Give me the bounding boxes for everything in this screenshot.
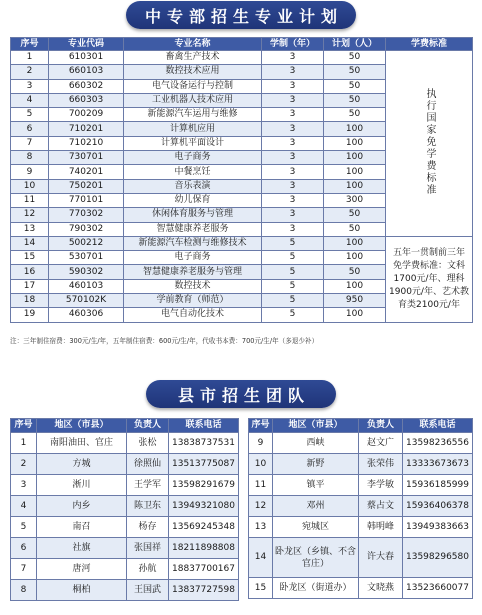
contact-person: 蔡占文 — [359, 496, 403, 517]
duration: 3 — [262, 108, 324, 122]
column-header: 序号 — [11, 38, 49, 51]
contact-person: 张荣伟 — [359, 454, 403, 475]
row-number: 12 — [249, 496, 273, 517]
row-number: 14 — [11, 236, 49, 250]
column-header: 学制（年） — [262, 38, 324, 51]
row-number: 9 — [249, 433, 273, 454]
contact-person: 王国武 — [127, 580, 169, 601]
table-row — [249, 496, 473, 517]
row-number: 1 — [11, 51, 49, 65]
row-number: 3 — [11, 79, 49, 93]
row-number: 5 — [11, 108, 49, 122]
major-name: 智慧健康养老服务与管理 — [124, 265, 262, 279]
row-number: 3 — [11, 475, 37, 496]
quota: 100 — [324, 179, 386, 193]
phone-number: 13949383663 — [403, 517, 473, 538]
table-row — [11, 51, 473, 65]
row-number: 2 — [11, 65, 49, 79]
major-name: 畜禽生产技术 — [124, 51, 262, 65]
row-number: 1 — [11, 433, 37, 454]
quota: 50 — [324, 65, 386, 79]
duration: 3 — [262, 222, 324, 236]
row-number: 7 — [11, 136, 49, 150]
major-name: 电气自动化技术 — [124, 308, 262, 322]
table-row — [11, 454, 239, 475]
row-number: 8 — [11, 580, 37, 601]
major-name: 数控技术 — [124, 279, 262, 293]
major-code: 740201 — [49, 165, 124, 179]
table-row — [11, 475, 239, 496]
duration: 3 — [262, 179, 324, 193]
region: 内乡 — [37, 496, 127, 517]
row-number: 10 — [11, 179, 49, 193]
row-number: 6 — [11, 122, 49, 136]
duration: 3 — [262, 151, 324, 165]
row-number: 14 — [249, 538, 273, 578]
region: 社旗 — [37, 538, 127, 559]
quota: 100 — [324, 308, 386, 322]
major-code: 610301 — [49, 51, 124, 65]
phone-number: 13598291679 — [169, 475, 239, 496]
major-name: 学前教育（师范） — [124, 294, 262, 308]
region: 桐柏 — [37, 580, 127, 601]
table-row — [249, 433, 473, 454]
column-header: 地区（市县） — [37, 419, 127, 433]
duration: 3 — [262, 65, 324, 79]
phone-number: 13523660077 — [403, 578, 473, 599]
region: 南阳油田、官庄 — [37, 433, 127, 454]
row-number: 6 — [11, 538, 37, 559]
major-name: 幼儿保育 — [124, 193, 262, 207]
duration: 3 — [262, 136, 324, 150]
team-header-row — [11, 419, 239, 433]
phone-number: 13513775087 — [169, 454, 239, 475]
major-name: 新能源汽车运用与维修 — [124, 108, 262, 122]
region: 唐河 — [37, 559, 127, 580]
contact-person: 许大春 — [359, 538, 403, 578]
region: 卧龙区（街道办） — [273, 578, 359, 599]
major-name: 数控技术应用 — [124, 65, 262, 79]
contact-person: 王学军 — [127, 475, 169, 496]
table-row — [249, 475, 473, 496]
major-name: 电子商务 — [124, 251, 262, 265]
major-code: 790302 — [49, 222, 124, 236]
major-name: 电气设备运行与控制 — [124, 79, 262, 93]
major-name: 计算机平面设计 — [124, 136, 262, 150]
row-number: 15 — [11, 251, 49, 265]
row-number: 8 — [11, 151, 49, 165]
column-header: 负责人 — [359, 419, 403, 433]
contact-person: 杨存 — [127, 517, 169, 538]
quota: 50 — [324, 51, 386, 65]
region: 新野 — [273, 454, 359, 475]
row-number: 9 — [11, 165, 49, 179]
table-row — [11, 517, 239, 538]
duration: 3 — [262, 51, 324, 65]
table-row — [11, 559, 239, 580]
team-table-left — [10, 418, 239, 601]
table-row — [11, 433, 239, 454]
major-name: 中餐烹饪 — [124, 165, 262, 179]
table-row — [249, 517, 473, 538]
major-code: 500212 — [49, 236, 124, 250]
duration: 5 — [262, 236, 324, 250]
duration: 3 — [262, 165, 324, 179]
contact-person: 赵文广 — [359, 433, 403, 454]
table-row — [249, 454, 473, 475]
contact-person: 徐照仙 — [127, 454, 169, 475]
team-table-right — [248, 418, 473, 599]
major-code: 700209 — [49, 108, 124, 122]
quota: 100 — [324, 279, 386, 293]
major-plan-table — [10, 37, 473, 323]
major-name: 智慧健康养老服务 — [124, 222, 262, 236]
fee-standard-3yr — [386, 51, 473, 237]
major-code: 750201 — [49, 179, 124, 193]
row-number: 4 — [11, 496, 37, 517]
quota: 50 — [324, 265, 386, 279]
quota: 50 — [324, 79, 386, 93]
fee-standard-3yr-text: 执行国家免学费标准 — [424, 87, 435, 196]
column-header: 专业名称 — [124, 38, 262, 51]
row-number: 17 — [11, 279, 49, 293]
row-number: 19 — [11, 308, 49, 322]
contact-person: 孙航 — [127, 559, 169, 580]
phone-number: 13598236556 — [403, 433, 473, 454]
row-number: 18 — [11, 294, 49, 308]
row-number: 13 — [11, 222, 49, 236]
major-name: 新能源汽车检测与维修技术 — [124, 236, 262, 250]
phone-number: 13949321080 — [169, 496, 239, 517]
plan-title: 中专部招生专业计划 — [144, 6, 343, 26]
phone-number: 15936185999 — [403, 475, 473, 496]
fee-note: 注：三年制住宿费：300元/生/年，五年制住宿费：600元/生/年，代收书本费：700元/生/年（多退少补） — [10, 337, 319, 345]
row-number: 11 — [249, 475, 273, 496]
major-code: 530701 — [49, 251, 124, 265]
quota: 50 — [324, 208, 386, 222]
row-number: 2 — [11, 454, 37, 475]
duration: 5 — [262, 279, 324, 293]
region: 方城 — [37, 454, 127, 475]
contact-person: 张松 — [127, 433, 169, 454]
table-row — [11, 580, 239, 601]
phone-number: 13333673673 — [403, 454, 473, 475]
major-name: 音乐表演 — [124, 179, 262, 193]
contact-person: 张国祥 — [127, 538, 169, 559]
region: 西峡 — [273, 433, 359, 454]
major-code: 570102K — [49, 294, 124, 308]
major-code: 770101 — [49, 193, 124, 207]
table-row — [249, 578, 473, 599]
table-row — [11, 496, 239, 517]
duration: 3 — [262, 122, 324, 136]
quota: 50 — [324, 93, 386, 107]
duration: 3 — [262, 93, 324, 107]
major-code: 660302 — [49, 79, 124, 93]
row-number: 4 — [11, 93, 49, 107]
column-header: 联系电话 — [403, 419, 473, 433]
quota: 100 — [324, 251, 386, 265]
row-number: 7 — [11, 559, 37, 580]
table-row — [249, 538, 473, 578]
quota: 300 — [324, 193, 386, 207]
major-name: 工业机器人技术应用 — [124, 93, 262, 107]
region: 卧龙区（乡镇、不含官庄） — [273, 538, 359, 578]
row-number: 5 — [11, 517, 37, 538]
phone-number: 13569245348 — [169, 517, 239, 538]
major-code: 460103 — [49, 279, 124, 293]
row-number: 11 — [11, 193, 49, 207]
region: 淅川 — [37, 475, 127, 496]
row-number: 13 — [249, 517, 273, 538]
contact-person: 李学敏 — [359, 475, 403, 496]
region: 南召 — [37, 517, 127, 538]
major-name: 电子商务 — [124, 151, 262, 165]
major-name: 休闲体育服务与管理 — [124, 208, 262, 222]
column-header: 负责人 — [127, 419, 169, 433]
quota: 100 — [324, 151, 386, 165]
plan-title-banner — [126, 1, 356, 29]
major-code: 460306 — [49, 308, 124, 322]
team-header-row — [249, 419, 473, 433]
quota: 100 — [324, 136, 386, 150]
table-row — [11, 538, 239, 559]
column-header: 序号 — [249, 419, 273, 433]
region: 宛城区 — [273, 517, 359, 538]
quota: 100 — [324, 122, 386, 136]
column-header: 专业代码 — [49, 38, 124, 51]
major-code: 730701 — [49, 151, 124, 165]
duration: 5 — [262, 265, 324, 279]
major-code: 710210 — [49, 136, 124, 150]
major-code: 590302 — [49, 265, 124, 279]
quota: 50 — [324, 222, 386, 236]
duration: 3 — [262, 79, 324, 93]
row-number: 10 — [249, 454, 273, 475]
column-header: 联系电话 — [169, 419, 239, 433]
phone-number: 18837700167 — [169, 559, 239, 580]
row-number: 12 — [11, 208, 49, 222]
phone-number: 13598296580 — [403, 538, 473, 578]
team-title: 县市招生团队 — [177, 385, 310, 405]
region: 邓州 — [273, 496, 359, 517]
quota: 950 — [324, 294, 386, 308]
major-code: 770302 — [49, 208, 124, 222]
fee-standard-5yr-text: 五年一贯制前三年免学费标准：文科1700元/年、理科1900元/年、艺术教育类2100元/年 — [389, 247, 469, 310]
row-number: 16 — [11, 265, 49, 279]
table-row — [11, 236, 473, 250]
region: 镇平 — [273, 475, 359, 496]
quota: 100 — [324, 236, 386, 250]
column-header: 地区（市县） — [273, 419, 359, 433]
team-title-banner — [146, 380, 336, 408]
duration: 5 — [262, 294, 324, 308]
phone-number: 13837727598 — [169, 580, 239, 601]
quota: 50 — [324, 108, 386, 122]
quota: 100 — [324, 165, 386, 179]
row-number: 15 — [249, 578, 273, 599]
column-header: 序号 — [11, 419, 37, 433]
phone-number: 18211898808 — [169, 538, 239, 559]
phone-number: 15936406378 — [403, 496, 473, 517]
major-code: 710201 — [49, 122, 124, 136]
duration: 3 — [262, 193, 324, 207]
plan-header-row — [11, 38, 473, 51]
phone-number: 13838737531 — [169, 433, 239, 454]
major-code: 660303 — [49, 93, 124, 107]
major-name: 计算机应用 — [124, 122, 262, 136]
major-code: 660103 — [49, 65, 124, 79]
contact-person: 文晓燕 — [359, 578, 403, 599]
contact-person: 陈卫东 — [127, 496, 169, 517]
duration: 5 — [262, 308, 324, 322]
column-header: 计划（人） — [324, 38, 386, 51]
column-header: 学费标准 — [386, 38, 473, 51]
duration: 3 — [262, 208, 324, 222]
duration: 5 — [262, 251, 324, 265]
contact-person: 韩明峰 — [359, 517, 403, 538]
fee-standard-5yr — [386, 236, 473, 322]
